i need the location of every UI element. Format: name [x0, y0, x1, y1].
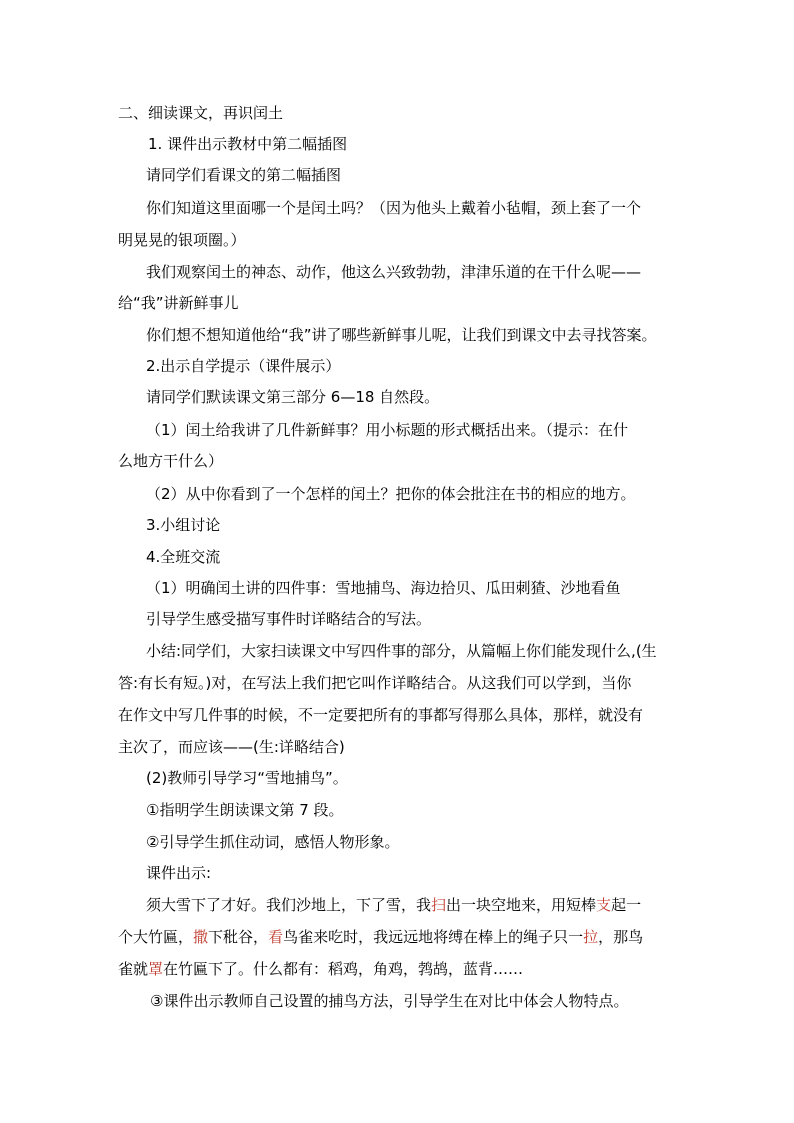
quote-text: 须大雪下了才好。我们沙地上，下了雪，我: [146, 896, 432, 914]
paragraph-question-1b: 明晃晃的银项圈。）: [118, 231, 246, 249]
step-3: 3.小组讨论: [146, 516, 221, 534]
item-1: （1）明确闰土讲的四件事：雪地捕鸟、海边拾贝、瓜田刺猹、沙地看鱼: [146, 579, 621, 597]
quote-text: 起一: [611, 896, 642, 914]
quote-line-1: [146, 895, 641, 915]
step-1: 1. 课件出示教材中第二幅插图: [148, 135, 348, 153]
quote-text: 在竹匾下了。什么都有：稻鸡，角鸡，鹁鸪，蓝背……: [163, 960, 524, 978]
quote-text: 个大竹匾，: [118, 928, 194, 946]
summary-line-2: 答:有长有短。)对，在写法上我们把它叫作详略结合。从这我们可以学到，当你: [118, 674, 632, 692]
paragraph-question-2a: 我们观察闰土的神态、动作，他这么兴致勃勃，津津乐道的在干什么呢——: [146, 263, 642, 281]
paragraph-look-illustration: 请同学们看课文的第二幅插图: [146, 166, 342, 184]
highlighted-verb: 撒: [193, 928, 209, 946]
sub-item-1: ①指明学生朗读课文第 7 段。: [146, 801, 344, 819]
quote-line-3: [118, 959, 523, 979]
highlighted-verb: 看: [268, 928, 284, 946]
highlighted-verb: 支: [596, 896, 612, 914]
sub-item-3: ③课件出示教师自己设置的捕鸟方法，引导学生在对比中体会人物特点。: [150, 992, 629, 1010]
quote-text: 雀就: [118, 960, 149, 978]
highlighted-verb: 拉: [583, 928, 599, 946]
quote-text: ，那鸟: [598, 928, 644, 946]
summary-line-4: 主次了，而应该——(生:详略结合): [118, 738, 345, 756]
paragraph-question-2b: 给“我”讲新鲜事儿: [118, 294, 239, 312]
courseware-label: 课件出示:: [146, 864, 212, 882]
paragraph-silent-reading: 请同学们默读课文第三部分 6—18 自然段。: [146, 388, 440, 406]
quote-text: 鸟雀来吃时，我远远地将缚在棒上的绳子只一: [283, 928, 584, 946]
task-2: （2）从中你看到了一个怎样的闰土？把你的体会批注在书的相应的地方。: [146, 485, 636, 503]
summary-line-1: 小结:同学们，大家扫读课文中写四件事的部分，从篇幅上你们能发现什么,(生: [146, 642, 657, 660]
paragraph-question-3: 你们想不想知道他给“我”讲了哪些新鲜事儿呢，让我们到课文中去寻找答案。: [146, 326, 657, 344]
section-heading: 二、细读课文，再识闰土: [118, 104, 284, 122]
task-1a: （1）闰土给我讲了几件新鲜事？用小标题的形式概括出来。（提示：在什: [146, 421, 629, 439]
sub-item-2: ②引导学生抓住动词，感悟人物形象。: [146, 833, 400, 851]
quote-text: 下秕谷，: [208, 928, 269, 946]
paragraph-question-1a: 你们知道这里面哪一个是闰土吗？（因为他头上戴着小毡帽，颈上套了一个: [146, 199, 642, 217]
item-2: (2)教师引导学习“雪地捕鸟”。: [146, 769, 348, 787]
quote-line-2: [118, 927, 643, 947]
summary-line-3: 在作文中写几件事的时候，不一定要把所有的事都写得那么具体，那样，就没有: [118, 706, 644, 724]
quote-text: 出一块空地来，用短棒: [446, 896, 597, 914]
step-4: 4.全班交流: [146, 548, 221, 566]
task-1b: 么地方干什么）: [118, 452, 224, 470]
step-2: 2.出示自学提示（课件展示）: [146, 357, 341, 375]
highlighted-verb: 罩: [148, 960, 164, 978]
paragraph-guide: 引导学生感受描写事件时详略结合的写法。: [146, 610, 432, 628]
highlighted-verb: 扫: [431, 896, 447, 914]
